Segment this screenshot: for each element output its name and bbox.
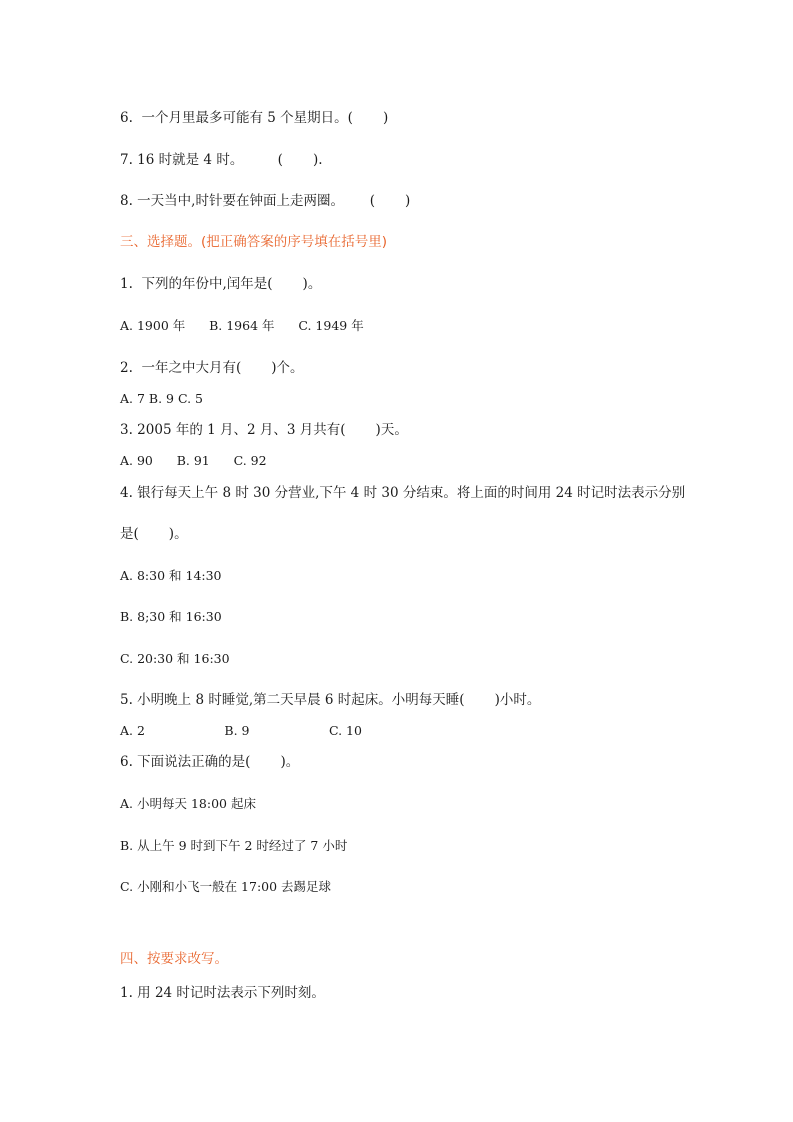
judgment-item-8: 8. 一天当中,时针要在钟面上走两圈。 ( ) (120, 193, 411, 209)
question-6-option-b: B. 从上午 9 时到下午 2 时经过了 7 小时 (120, 838, 348, 853)
judgment-item-7: 7. 16 时就是 4 时。 ( ). (120, 152, 323, 168)
question-5-options: A. 2 B. 9 C. 10 (120, 723, 362, 738)
question-1-options: A. 1900 年 B. 1964 年 C. 1949 年 (120, 318, 364, 333)
question-4-line-2: 是( )。 (120, 526, 188, 542)
question-4-option-c: C. 20:30 和 16:30 (120, 651, 230, 666)
question-5: 5. 小明晚上 8 时睡觉,第二天早晨 6 时起床。小明每天睡( )小时。 (120, 692, 541, 708)
judgment-item-6: 6. 一个月里最多可能有 5 个星期日。( ) (120, 110, 389, 126)
question-4-option-a: A. 8:30 和 14:30 (120, 568, 222, 583)
question-4-line-1: 4. 银行每天上午 8 时 30 分营业,下午 4 时 30 分结束。将上面的时间用 24 时记时法表示分别 (120, 485, 686, 501)
question-6-option-a: A. 小明每天 18:00 起床 (120, 796, 256, 811)
question-6: 6. 下面说法正确的是( )。 (120, 754, 300, 770)
section-4-heading: 四、按要求改写。 (120, 951, 228, 967)
question-2: 2. 一年之中大月有( )个。 (120, 360, 304, 376)
question-1: 1. 下列的年份中,闰年是( )。 (120, 276, 322, 292)
question-4-option-b: B. 8;30 和 16:30 (120, 609, 222, 624)
section-4-question-1: 1. 用 24 时记时法表示下列时刻。 (120, 985, 325, 1001)
question-3-options: A. 90 B. 91 C. 92 (120, 453, 267, 468)
question-3: 3. 2005 年的 1 月、2 月、3 月共有( )天。 (120, 422, 408, 438)
question-6-option-c: C. 小刚和小飞一般在 17:00 去踢足球 (120, 879, 332, 894)
section-3-heading: 三、选择题。(把正确答案的序号填在括号里) (120, 234, 388, 250)
question-2-options: A. 7 B. 9 C. 5 (120, 391, 203, 406)
